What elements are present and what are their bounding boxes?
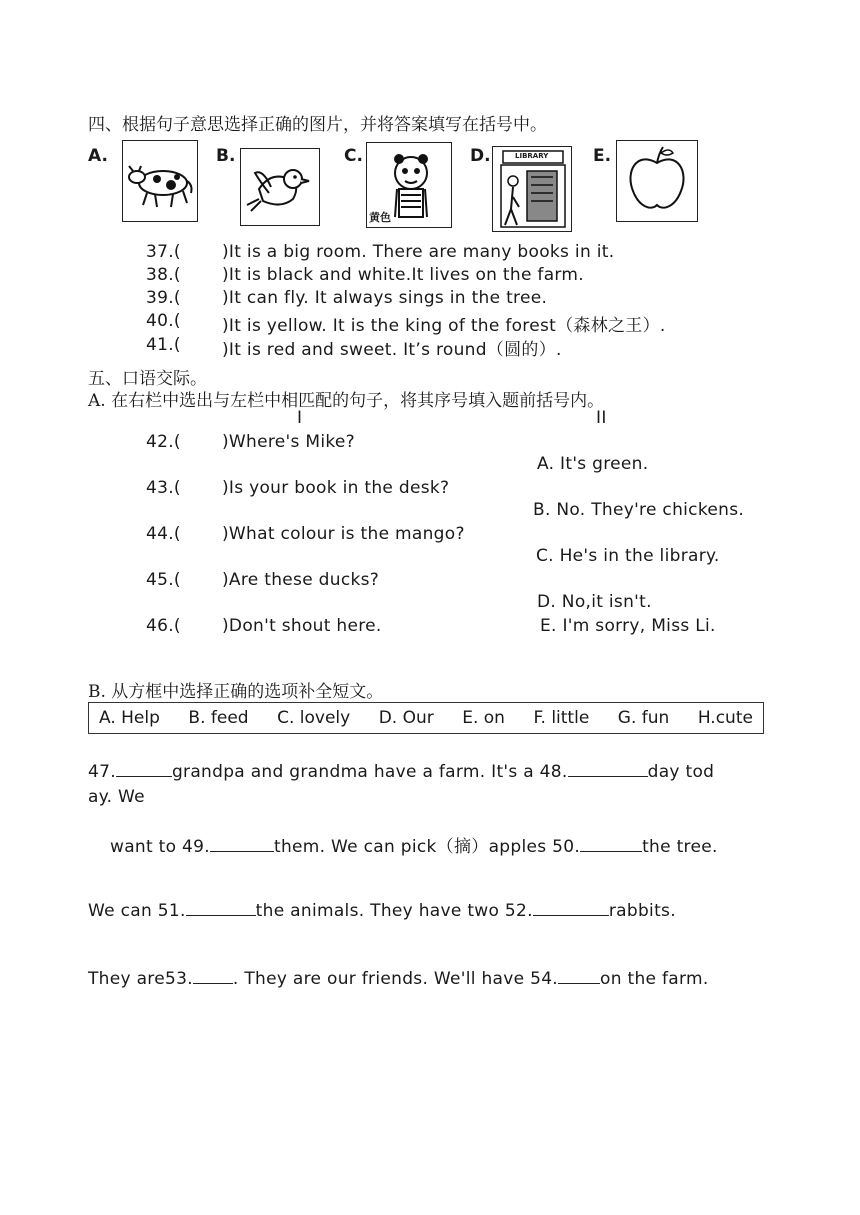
word-option-g: G. fun	[617, 708, 670, 728]
word-option-d: D. Our	[378, 708, 434, 728]
option-b-label: B.	[216, 146, 236, 166]
passage-line-1	[88, 762, 714, 782]
library-picture	[492, 146, 572, 232]
question-38-text: )It is black and white.It lives on the farm.	[222, 265, 584, 285]
question-41-number: 41.(	[146, 335, 181, 355]
question-43-number: 43.(	[146, 478, 181, 498]
part-a-instruction: A. 在右栏中选出与左栏中相匹配的句子，将其序号填入题前括号内。	[88, 391, 605, 411]
blank-51[interactable]	[186, 901, 256, 916]
question-40-number: 40.(	[146, 311, 181, 331]
question-37-number: 37.(	[146, 242, 181, 262]
part-b-instruction: B. 从方框中选择正确的选项补全短文。	[88, 682, 384, 702]
blank-47[interactable]	[116, 762, 172, 777]
question-41-text: )It is red and sweet. It’s round（圆的）.	[222, 340, 562, 360]
blank-53-label: They are53.	[88, 969, 193, 989]
passage-text-4: the animals. They have two 52.	[255, 901, 533, 921]
question-45-text: )Are these ducks?	[222, 570, 380, 590]
bird-picture	[240, 148, 320, 226]
blank-54[interactable]	[558, 969, 600, 984]
passage-text-1: grandpa and grandma have a farm. It's a 48.	[171, 762, 568, 782]
answer-e: E. I'm sorry, Miss Li.	[540, 616, 716, 636]
question-39-text: )It can fly. It always sings in the tree.	[222, 288, 548, 308]
option-d-label: D.	[470, 146, 491, 166]
option-c-label: C.	[344, 146, 363, 166]
question-42-text: )Where's Mike?	[222, 432, 355, 452]
blank-47-label: 47.	[88, 762, 116, 782]
question-42-number: 42.(	[146, 432, 181, 452]
blank-53[interactable]	[193, 969, 233, 984]
column-2-header: II	[596, 408, 607, 428]
question-38-number: 38.(	[146, 265, 181, 285]
question-37-text: )It is a big room. There are many books in it.	[222, 242, 615, 262]
word-option-a: A. Help	[99, 708, 160, 728]
blank-51-label: We can 51.	[88, 901, 186, 921]
word-option-e: E. on	[462, 708, 505, 728]
word-option-h: H.cute	[697, 708, 753, 728]
blank-50[interactable]	[580, 837, 642, 852]
passage-text-1-end: day tod	[647, 762, 715, 782]
option-a-label: A.	[88, 146, 108, 166]
word-option-f: F. little	[533, 708, 590, 728]
question-45-number: 45.(	[146, 570, 181, 590]
column-1-header: I	[297, 408, 303, 428]
passage-line-2: ay. We	[88, 787, 145, 807]
word-option-b: B. feed	[188, 708, 249, 728]
question-40-text: )It is yellow. It is the king of the forest（森林之王）.	[222, 316, 666, 336]
passage-line-4	[88, 901, 676, 921]
tiger-picture	[366, 142, 452, 228]
section4-title: 四、根据句子意思选择正确的图片，并将答案填写在括号中。	[88, 115, 547, 135]
blank-49-label: want to 49.	[110, 837, 210, 857]
question-46-number: 46.(	[146, 616, 181, 636]
answer-b: B. No. They're chickens.	[533, 500, 745, 520]
passage-text-5: . They are our friends. We'll have 54.	[232, 969, 559, 989]
question-39-number: 39.(	[146, 288, 181, 308]
question-43-text: )Is your book in the desk?	[222, 478, 450, 498]
question-44-text: )What colour is the mango?	[222, 524, 465, 544]
bird-icon	[241, 149, 319, 225]
passage-text-3-end: the tree.	[642, 837, 718, 857]
passage-text-4-end: rabbits.	[608, 901, 676, 921]
blank-49[interactable]	[210, 837, 274, 852]
library-sign: LIBRARY	[515, 152, 549, 160]
passage-line-5	[88, 969, 709, 989]
word-option-c: C. lovely	[277, 708, 351, 728]
passage-line-3	[110, 832, 718, 857]
question-44-number: 44.(	[146, 524, 181, 544]
apple-picture	[616, 140, 698, 222]
answer-d: D. No,it isn't.	[537, 592, 652, 612]
section5-title: 五、口语交际。	[88, 369, 207, 389]
apple-icon	[617, 141, 697, 221]
answer-c: C. He's in the library.	[536, 546, 720, 566]
answer-a: A. It's green.	[537, 454, 649, 474]
tiger-caption: 黄色	[369, 211, 391, 224]
passage-text-3: them. We can pick（摘）apples 50.	[273, 837, 581, 857]
word-bank	[88, 702, 764, 734]
cow-picture	[122, 140, 198, 222]
blank-48[interactable]	[568, 762, 648, 777]
blank-52[interactable]	[533, 901, 609, 916]
cow-icon	[123, 141, 197, 221]
question-46-text: )Don't shout here.	[222, 616, 382, 636]
option-e-label: E.	[593, 146, 612, 166]
passage-text-5-end: on the farm.	[600, 969, 709, 989]
